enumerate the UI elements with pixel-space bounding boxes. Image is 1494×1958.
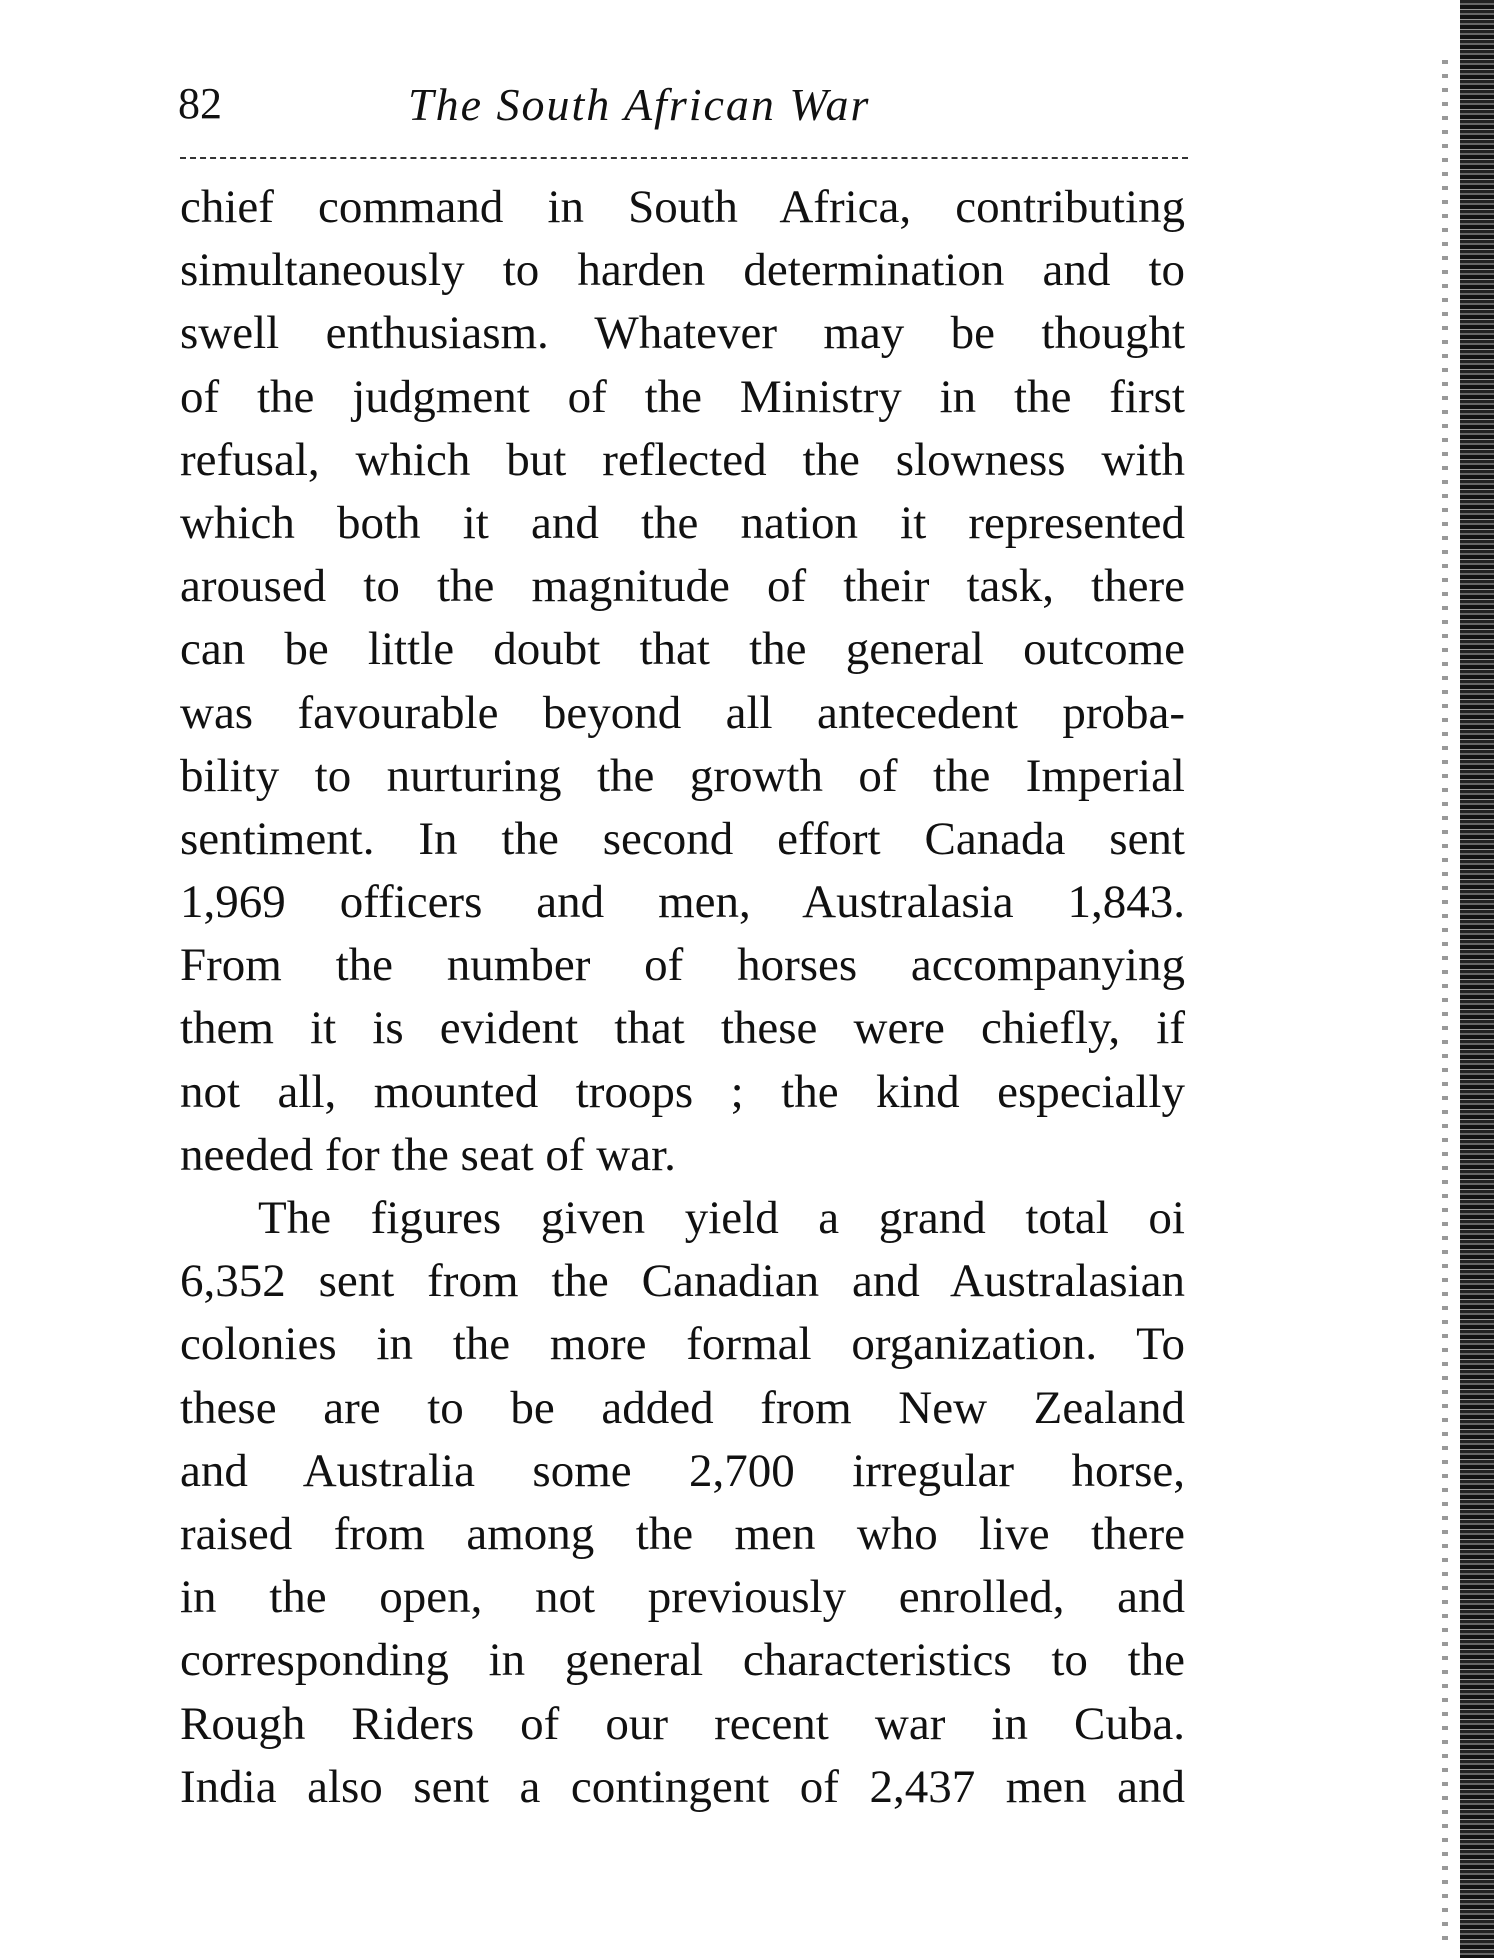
text-line: India also sent a contingent of 2,437 men and <box>180 1760 1185 1813</box>
text-line: of the judgment of the Ministry in the first <box>180 370 1185 423</box>
text-line: bility to nurturing the growth of the Imperial <box>180 749 1185 802</box>
text-line: From the number of horses accompanying <box>180 939 1185 992</box>
text-line: simultaneously to harden determination and to <box>180 244 1185 297</box>
body-text <box>180 176 1185 1819</box>
text-line: was favourable beyond all antecedent proba- <box>180 686 1185 739</box>
text-line: raised from among the men who live there <box>180 1507 1185 1560</box>
text-line: corresponding in general characteristics to the <box>180 1634 1185 1687</box>
text-line: these are to be added from New Zealand <box>180 1381 1185 1434</box>
text-line: and Australia some 2,700 irregular horse, <box>180 1444 1185 1497</box>
page-edge-shadow <box>1442 60 1448 1940</box>
text-line: 1,969 officers and men, Australasia 1,843. <box>180 876 1185 929</box>
text-line: them it is evident that these were chiefly, if <box>180 1002 1185 1055</box>
text-line: needed for the seat of war. <box>180 1128 676 1181</box>
book-edge <box>1460 0 1494 1958</box>
header-rule <box>180 157 1188 159</box>
text-line: not all, mounted troops ; the kind especially <box>180 1065 1185 1118</box>
text-line: aroused to the magnitude of their task, there <box>180 560 1185 613</box>
text-line: chief command in South Africa, contributing <box>180 181 1185 233</box>
text-line: Rough Riders of our recent war in Cuba. <box>180 1697 1185 1750</box>
text-line: which both it and the nation it represented <box>180 496 1185 549</box>
text-line: can be little doubt that the general outcome <box>180 623 1185 676</box>
page-header <box>178 78 1188 138</box>
text-line: 6,352 sent from the Canadian and Australasian <box>180 1255 1185 1308</box>
running-title: The South African War <box>408 79 871 130</box>
text-line: in the open, not previously enrolled, and <box>180 1571 1185 1624</box>
text-line: sentiment. In the second effort Canada sent <box>180 812 1185 865</box>
text-line: The figures given yield a grand total oi <box>258 1192 1185 1244</box>
text-line: swell enthusiasm. Whatever may be thought <box>180 307 1185 360</box>
page-number: 82 <box>178 79 222 128</box>
text-line: refusal, which but reflected the slowness with <box>180 433 1185 486</box>
text-line: colonies in the more formal organization. To <box>180 1318 1185 1371</box>
